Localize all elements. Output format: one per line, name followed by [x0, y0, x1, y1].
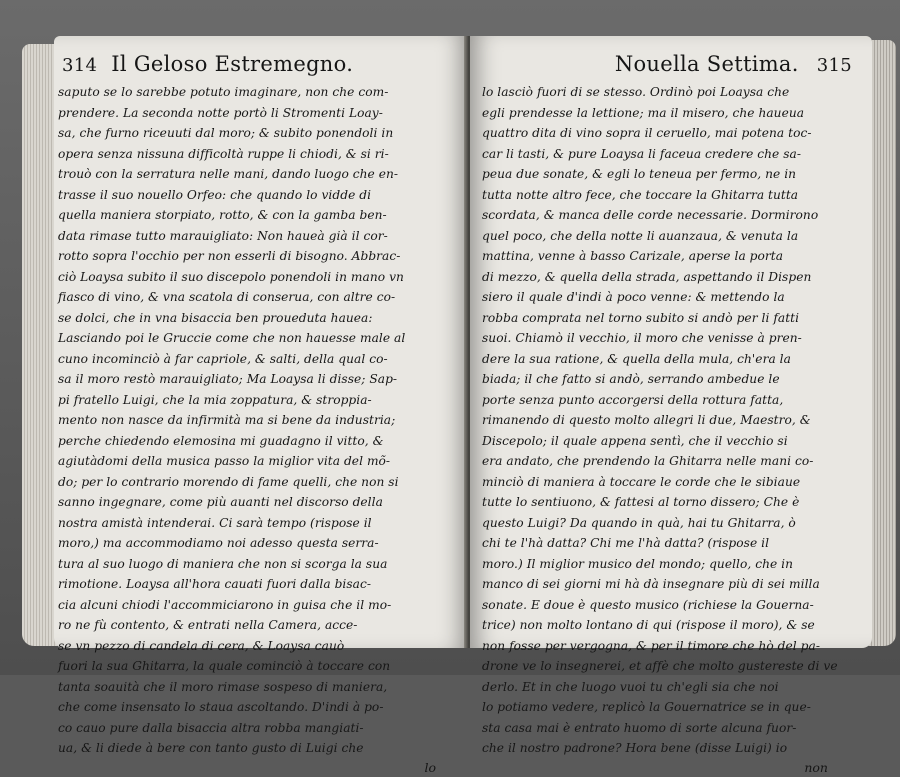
text-line: lo lasciò fuori di se stesso. Ordinò poi Loaysa che — [482, 85, 790, 99]
text-line: opera senza nissuna difficoltà ruppe li chiodi, & si ri- — [58, 146, 389, 161]
text-line: robba comprata nel torno subito si andò per li fatti — [482, 310, 800, 325]
text-line: ua, & li diede à bere con tanto gusto di Luigi che — [58, 741, 364, 755]
text-line: di mezzo, & quella della strada, aspettando il Dispen — [482, 269, 812, 284]
left-running-head — [56, 50, 460, 80]
text-line: Discepolo; il quale appena sentì, che il vecchio si — [482, 433, 788, 448]
text-line: sonate. E doue è questo musico (richiese la Gouerna- — [482, 597, 814, 612]
left-page-number: 314 — [62, 55, 98, 76]
text-line: non fosse per vergogna, & per il timore che hò del pa- — [482, 638, 820, 653]
text-line: rimotione. Loaysa all'hora cauati fuori dalla bisac- — [58, 577, 372, 591]
left-page-text — [58, 82, 460, 759]
text-line: sta casa mai è entrato huomo di sorte alcuna fuor- — [482, 720, 797, 735]
right-page-text — [482, 82, 852, 759]
text-line: ciò Loaysa subito il suo discepolo ponendoli in mano vn — [58, 269, 404, 284]
text-line: moro,) ma accommodiamo noi adesso questa serra- — [58, 536, 379, 550]
text-line: mento non nasce da infirmità ma si bene da industria; — [58, 413, 396, 427]
text-line: tutta notte altro fece, che toccare la Ghitarra tutta — [482, 187, 799, 202]
text-line: siero il quale d'indi à poco venne: & mettendo la — [482, 290, 785, 304]
text-line: prendere. La seconda notte portò li Stromenti Loay- — [58, 105, 383, 120]
text-line: data rimase tutto marauigliato: Non haueà già il cor- — [58, 228, 388, 243]
text-line: quattro dita di vino sopra il ceruello, mai potena toc- — [482, 126, 812, 140]
text-line: che il nostro padrone? Hora bene (disse Luigi) io — [482, 741, 788, 755]
text-line: minciò di maniera à toccare le corde che le sibiaue — [482, 474, 801, 489]
text-line: quel poco, che della notte li auanzaua, & venuta la — [482, 228, 799, 243]
text-line: pi fratello Luigi, che la mia zoppatura, & stroppia- — [58, 392, 372, 407]
right-catchword: non — [804, 759, 828, 775]
text-line: tura al suo luogo di maniera che non si scorga la sua — [58, 556, 388, 571]
text-line: do; per lo contrario morendo di fame quelli, che non si — [58, 474, 399, 489]
text-line: rimanendo di questo molto allegri li due, Maestro, & — [482, 413, 811, 427]
right-running-title: Nouella Settima. — [614, 52, 799, 76]
text-line: nostra amistà intenderai. Ci sarà tempo (rispose il — [58, 515, 372, 530]
left-running-title: Il Geloso Estremegno. — [111, 52, 354, 76]
text-line: co cauo pure dalla bisaccia altra robba mangiati- — [58, 720, 364, 735]
text-line: suoi. Chiamò il vecchio, il moro che venisse à pren- — [482, 331, 802, 345]
text-line: mattina, venne à basso Carizale, aperse la porta — [482, 249, 784, 263]
text-line: quella maniera storpiato, rotto, & con la gamba ben- — [58, 208, 387, 222]
text-line: dere la sua ratione, & quella della mula, ch'era la — [482, 351, 791, 366]
text-line: drone ve lo insegnerei, et affè che molto gustereste di ve — [482, 659, 838, 673]
right-page — [470, 36, 872, 775]
text-line: fiasco di vino, & vna scatola di conserua, con altre co- — [58, 290, 396, 304]
text-line: se vn pezzo di candela di cera, & Loaysa cauò — [58, 638, 345, 653]
text-line: saputo se lo sarebbe potuto imaginare, non che com- — [58, 85, 389, 99]
text-line: trasse il suo nouello Orfeo: che quando lo vidde di — [58, 187, 372, 202]
text-line: trice) non molto lontano di qui (rispose il moro), & se — [482, 618, 815, 632]
text-line: cia alcuni chiodi l'accommiciarono in guisa che il mo- — [58, 597, 392, 612]
right-running-head — [482, 50, 852, 80]
text-line: agiutàdomi della musica passo la miglior vita del mõ- — [58, 454, 391, 468]
text-line: rotto sopra l'occhio per non esserli di bisogno. Abbrac- — [58, 249, 401, 263]
text-line: scordata, & manca delle corde necessarie. Dormirono — [482, 208, 819, 222]
text-line: tanta soauità che il moro rimase sospeso di maniera, — [58, 679, 388, 694]
text-line: sa, che furno riceuuti dal moro; & subito ponendoli in — [58, 126, 394, 140]
text-line: fuori la sua Ghitarra, la quale cominciò à toccare con — [58, 659, 391, 673]
text-line: car li tasti, & pure Loaysa li faceua credere che sa- — [482, 146, 802, 161]
text-line: Lasciando poi le Gruccie come che non hauesse male al — [58, 331, 406, 345]
text-line: chi te l'hà datta? Chi me l'hà datta? (rispose il — [482, 536, 770, 550]
text-line: egli prendesse la lettione; ma il misero, che haueua — [482, 105, 805, 120]
text-line: se dolci, che in vna bisaccia ben proueduta hauea: — [58, 310, 373, 325]
text-line: ro ne fù contento, & entrati nella Camera, acce- — [58, 618, 358, 632]
text-line: questo Luigi? Da quando in quà, hai tu Ghitarra, ò — [482, 515, 796, 530]
left-page — [54, 36, 468, 775]
text-line: sanno ingegnare, come più auanti nel discorso della — [58, 495, 383, 509]
text-line: era andato, che prendendo la Ghitarra nelle mani co- — [482, 454, 814, 468]
text-line: peua due sonate, & egli lo teneua per fermo, ne in — [482, 167, 797, 181]
text-line: lo potiamo vedere, replicò la Gouernatrice se in que- — [482, 700, 811, 714]
text-line: cuno incominciò à far capriole, & salti, della qual co- — [58, 351, 388, 366]
text-line: tutte lo sentiuono, & fattesi al torno dissero; Che è — [482, 495, 800, 509]
text-line: biada; il che fatto si andò, serrando ambedue le — [482, 372, 780, 386]
text-line: porte senza punto accorgersi della rottura fatta, — [482, 392, 784, 407]
text-line: manco di sei giorni mi hà dà insegnare più di sei milla — [482, 577, 820, 591]
text-line: perche chiedendo elemosina mi guadagno il vitto, & — [58, 433, 384, 448]
text-line: derlo. Et in che luogo vuoi tu ch'egli sia che noi — [482, 679, 779, 694]
text-line: sa il moro restò marauigliato; Ma Loaysa li disse; Sap- — [58, 372, 398, 386]
text-line: moro.) Il miglior musico del mondo; quello, che in — [482, 556, 794, 571]
right-page-number: 315 — [816, 55, 852, 76]
text-line: che come insensato lo staua ascoltando. D'indi à po- — [58, 700, 384, 714]
left-catchword: lo — [424, 759, 436, 775]
text-line: trouò con la serratura nelle mani, dando luogo che en- — [58, 167, 399, 181]
